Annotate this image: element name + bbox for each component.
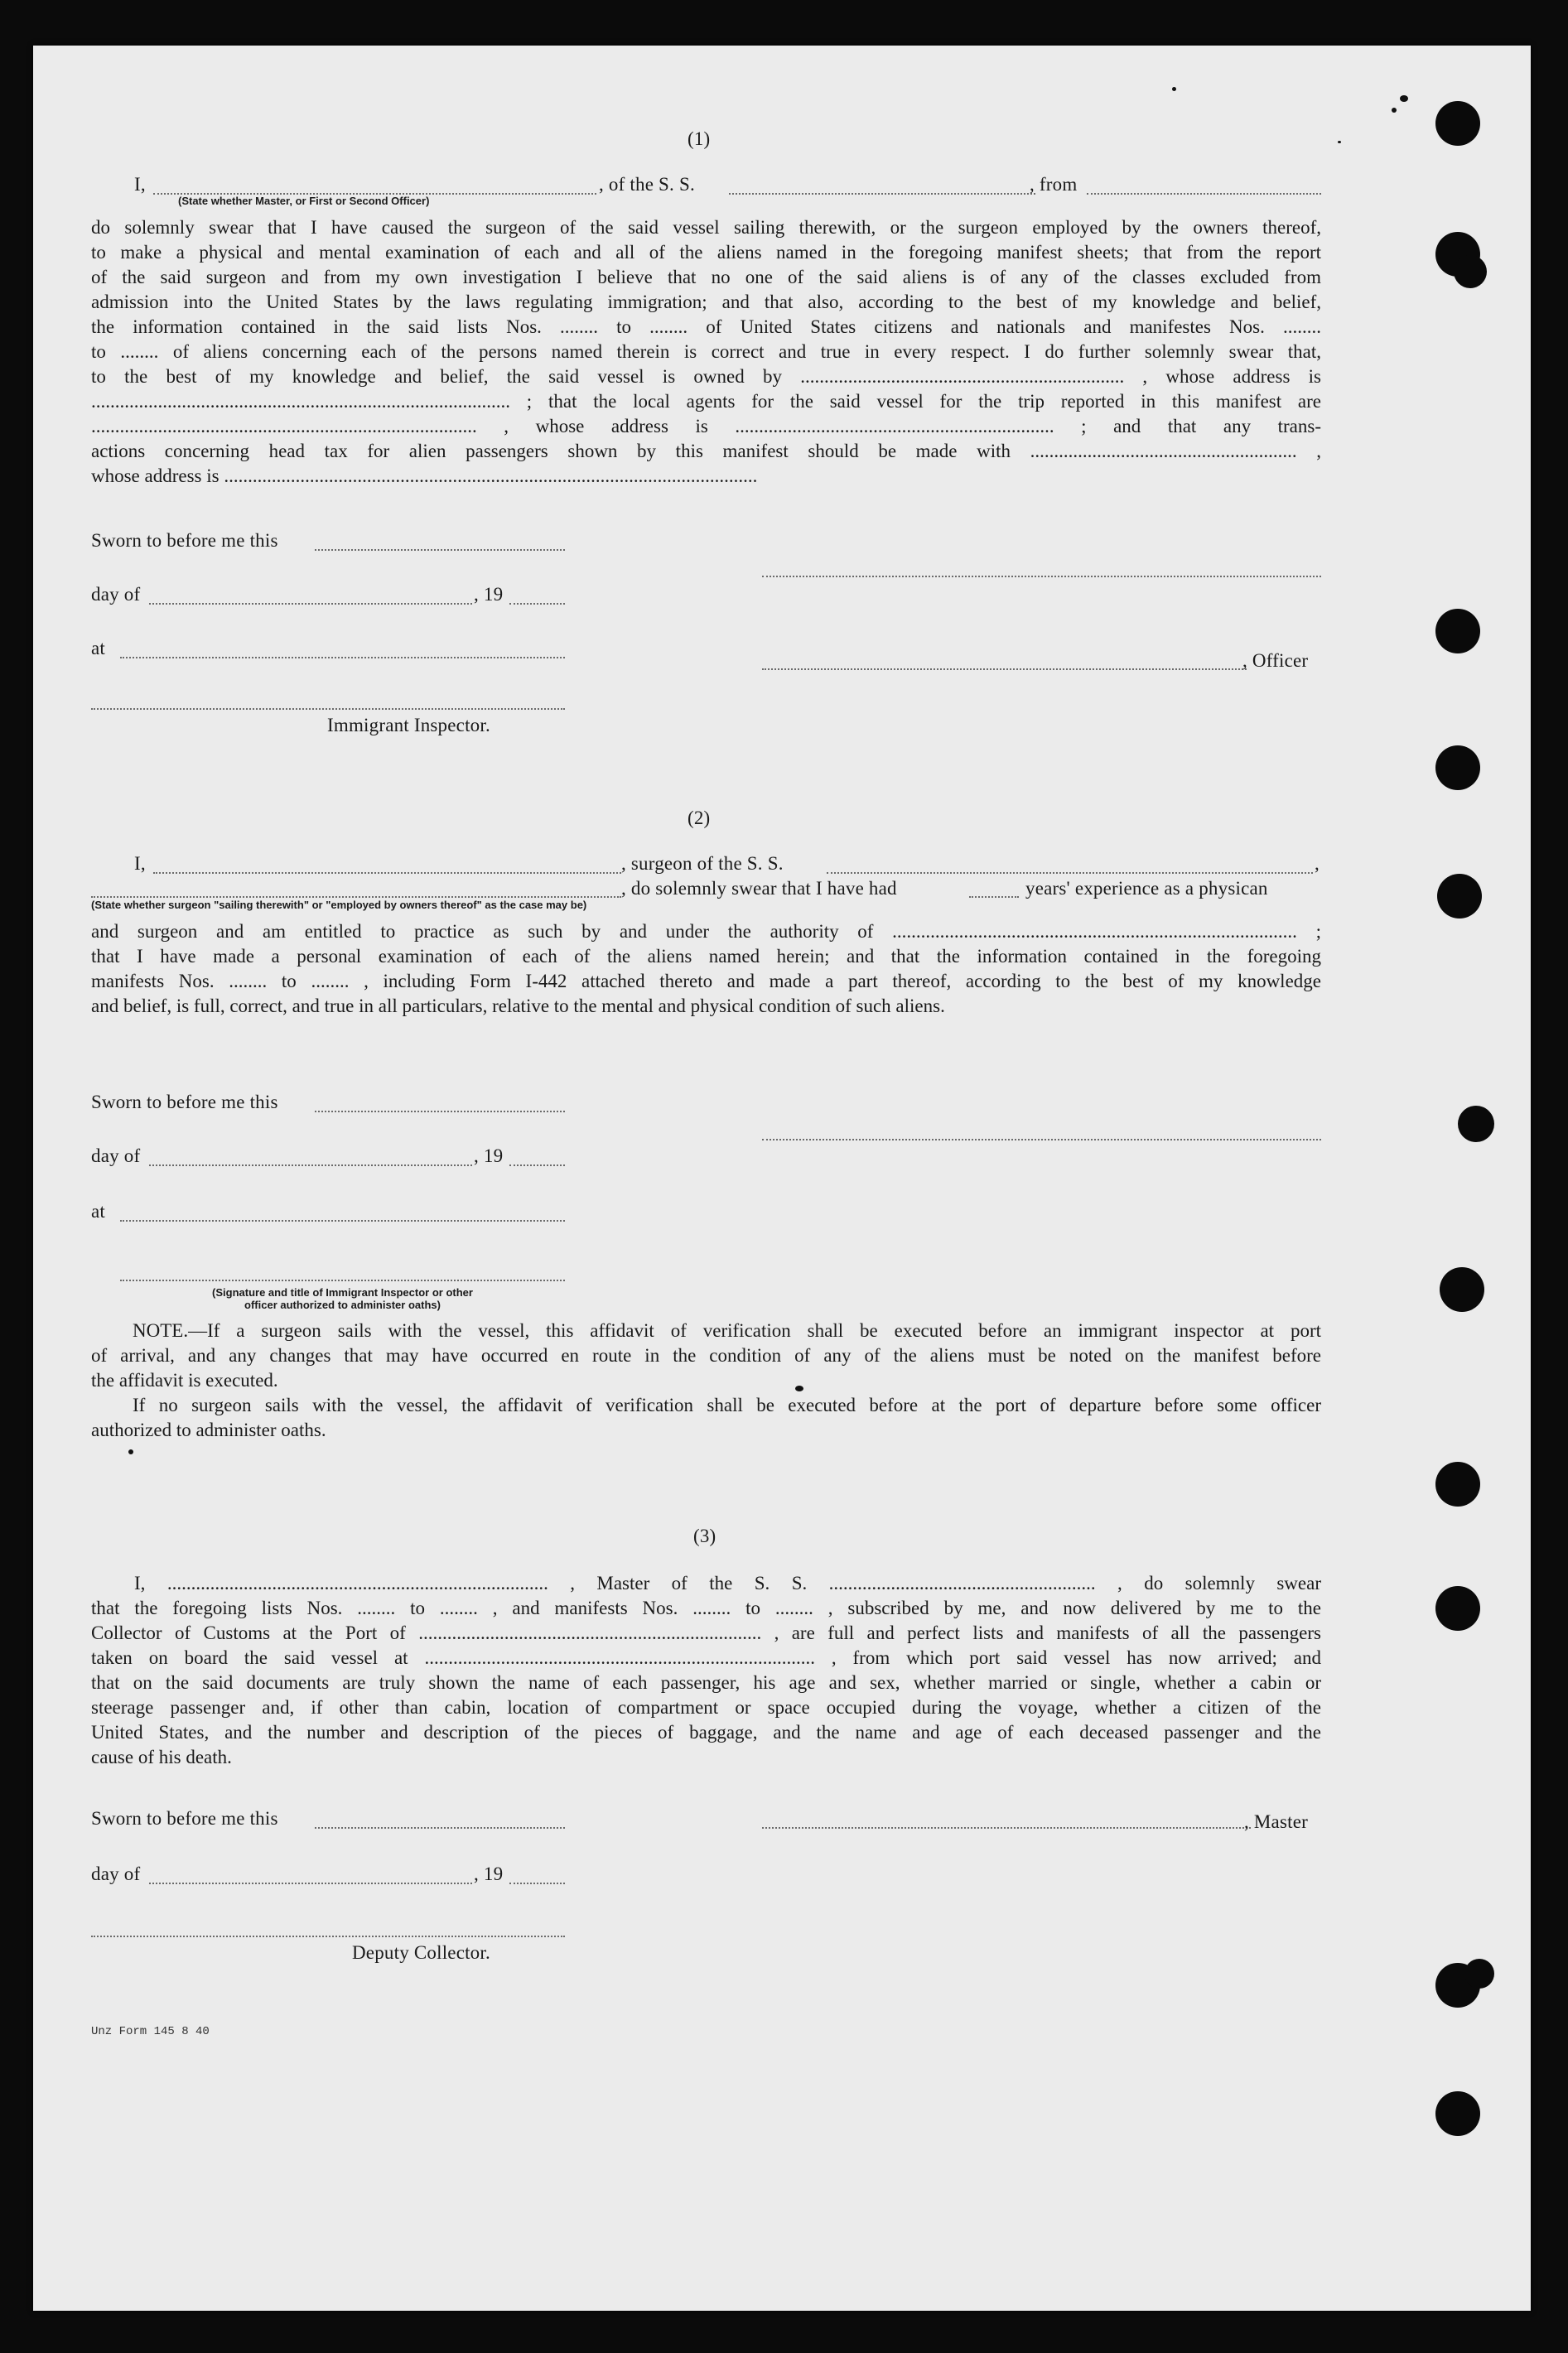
note-line: the affidavit is executed. <box>91 1370 278 1391</box>
surgeon-hint: (State whether surgeon "sailing therewith" or "employed by owners thereof" as the case may be) <box>91 899 587 911</box>
section-2-line: and belief, is full, correct, and true in all particulars, relative to the mental and physical condition of such aliens. <box>91 996 945 1016</box>
section-1-line: do solemnly swear that I have caused the surgeon of the said vessel sailing therewith, or the surgeon employed by the owners thereof, <box>91 217 1321 238</box>
section-1-line: whose address is ................................................................................................................ <box>91 465 758 486</box>
section-3-line: I, ................................................................................ , Master of the S. S. ........................................................ , do solemnly swear <box>134 1573 1321 1594</box>
ship-name-field-2[interactable] <box>827 872 1313 874</box>
section-1-line: to the best of my knowledge and belief, the said vessel is owned by .................................................................... , whose address is <box>91 366 1321 387</box>
section-3-line: Collector of Customs at the Port of ........................................................................ , are full and perfect lists and manifests of all the passengers <box>91 1623 1321 1643</box>
origin-port-field[interactable] <box>1087 193 1321 195</box>
surgeon-name-field[interactable] <box>153 872 621 874</box>
section-2-body <box>91 919 1321 1019</box>
at-field-1[interactable] <box>120 657 565 658</box>
ink-speck <box>1172 87 1176 91</box>
section-1-line: actions concerning head tax for alien passengers shown by this manifest should be made with ........................................................ , <box>91 441 1321 461</box>
officer-label: , Officer <box>1242 650 1309 671</box>
oath-2-comma: , <box>1315 853 1320 874</box>
ink-speck <box>1400 95 1408 102</box>
surgeon-signature-field[interactable] <box>762 1139 1321 1140</box>
note-line: authorized to administer oaths. <box>91 1420 326 1440</box>
inspector-signature-field-2[interactable] <box>120 1280 565 1281</box>
section-1-number: (1) <box>688 128 711 149</box>
oath-1-of-ss: , of the S. S. <box>599 174 695 195</box>
section-1-line: to ........ of aliens concerning each of the persons named therein is correct and true in every respect. I do further solemnly swear that, <box>91 341 1321 362</box>
punch-hole-7 <box>1458 1106 1494 1142</box>
collector-signature-field[interactable] <box>91 1936 565 1937</box>
year-field-1[interactable] <box>509 603 565 605</box>
section-1-line: of the said surgeon and from my own investigation I believe that no one of the said aliens is of any of the classes excluded from <box>91 267 1321 287</box>
signature-hint-2: officer authorized to administer oaths) <box>244 1299 441 1311</box>
section-3-line: United States, and the number and description of the pieces of baggage, and the name and age of each deceased passenger and the <box>91 1722 1321 1743</box>
note-line: If no surgeon sails with the vessel, the affidavit of verification shall be executed before at the port of departure before some officer <box>133 1395 1321 1415</box>
section-2-line: that I have made a personal examination of each of the aliens named herein; and that the information contained in the foregoing <box>91 946 1321 967</box>
section-1-line: ........................................................................................ ; that the local agents for the said vessel for the trip reported in this manifest are <box>91 391 1321 412</box>
ink-speck <box>128 1449 133 1454</box>
oath-1-from: , from <box>1030 174 1078 195</box>
year-label-3: , 19 <box>474 1864 504 1884</box>
section-3-line: steerage passenger and, if other than cabin, location of compartment or space occupied during the voyage, whether a citizen of the <box>91 1697 1321 1718</box>
day-of-label-3: day of <box>91 1864 141 1884</box>
at-label-1: at <box>91 638 105 658</box>
punch-hole-13 <box>1435 2091 1480 2136</box>
section-1-line: ................................................................................. , whose address is ................................................................... ; and that any trans- <box>91 416 1321 436</box>
section-1-body <box>91 215 1321 489</box>
note-line: NOTE.—If a surgeon sails with the vessel, this affidavit of verification shall be executed before an immigrant inspector at port <box>133 1320 1321 1341</box>
surgeon-type-field[interactable] <box>91 896 621 898</box>
years-experience-field[interactable] <box>969 896 1019 898</box>
section-1-line: to make a physical and mental examination of each and all of the aliens named in the foregoing manifest sheets; that from the report <box>91 242 1321 263</box>
section-3-line: that the foregoing lists Nos. ........ to ........ , and manifests Nos. ........ to ........ , subscribed by me, and now delivered by me to the <box>91 1598 1321 1618</box>
punch-hole-1 <box>1435 101 1480 146</box>
year-label-1: , 19 <box>474 584 504 605</box>
immigrant-inspector-label: Immigrant Inspector. <box>327 715 490 735</box>
master-label: , Master <box>1244 1811 1308 1832</box>
section-2-line: and surgeon and am entitled to practice as such by and under the authority of ..................................................................................... ; <box>91 921 1321 942</box>
deputy-collector-label: Deputy Collector. <box>352 1942 490 1963</box>
officer-hint: (State whether Master, or First or Second Officer) <box>178 195 430 207</box>
ink-speck <box>1392 108 1397 113</box>
punch-hole-10 <box>1435 1586 1480 1631</box>
punch-hole-9 <box>1435 1462 1480 1507</box>
officer-signature-field-1[interactable] <box>762 576 1321 577</box>
section-2-number: (2) <box>688 808 711 828</box>
manifest-page <box>33 46 1531 2311</box>
punch-hole-4 <box>1435 609 1480 653</box>
section-3-line: taken on board the said vessel at .................................................................................. , from which port said vessel has now arrived; and <box>91 1647 1321 1668</box>
punch-hole-5 <box>1435 745 1480 790</box>
section-3-body <box>91 1571 1321 1770</box>
day-of-field-2[interactable] <box>149 1164 472 1166</box>
sworn-label-1: Sworn to before me this <box>91 530 278 551</box>
oath-2-surgeon-of: , surgeon of the S. S. <box>621 853 784 874</box>
punch-hole-6 <box>1437 874 1482 919</box>
oath-1-i: I, <box>134 174 146 195</box>
sworn-date-field-3[interactable] <box>315 1827 565 1829</box>
section-1-line: admission into the United States by the laws regulating immigration; and that also, according to the best of my knowledge and belief, <box>91 292 1321 312</box>
section-3-line: cause of his death. <box>91 1747 232 1767</box>
section-3-number: (3) <box>693 1526 716 1546</box>
officer-field[interactable] <box>762 668 1247 670</box>
section-3-line: that on the said documents are truly shown the name of each passenger, his age and sex, whether married or single, whether a cabin or <box>91 1672 1321 1693</box>
form-id: Unz Form 145 8 40 <box>91 2025 210 2038</box>
year-field-3[interactable] <box>509 1883 565 1884</box>
ship-name-field-1[interactable] <box>729 193 1035 195</box>
day-of-label-1: day of <box>91 584 141 605</box>
oath-2-i: I, <box>134 853 146 874</box>
day-of-field-1[interactable] <box>149 603 472 605</box>
punch-hole-12 <box>1464 1959 1494 1989</box>
oath-2-swear: , do solemnly swear that I have had <box>621 878 897 899</box>
day-of-field-3[interactable] <box>149 1883 472 1884</box>
punch-hole-8 <box>1440 1267 1484 1312</box>
at-field-2[interactable] <box>120 1220 565 1222</box>
master-signature-field[interactable] <box>762 1827 1251 1829</box>
day-of-label-2: day of <box>91 1145 141 1166</box>
signature-hint-1: (Signature and title of Immigrant Inspector or other <box>212 1286 473 1299</box>
at-label-2: at <box>91 1201 105 1222</box>
year-label-2: , 19 <box>474 1145 504 1166</box>
oath-2-years: years' experience as a physican <box>1025 878 1268 899</box>
sworn-date-field-1[interactable] <box>315 549 565 551</box>
section-1-line: the information contained in the said lists Nos. ........ to ........ of United States citizens and nationals and manifestes Nos. ........ <box>91 316 1321 337</box>
ink-speck <box>1338 141 1341 143</box>
sworn-label-2: Sworn to before me this <box>91 1092 278 1112</box>
section-2-line: manifests Nos. ........ to ........ , including Form I-442 attached thereto and made a part thereof, according to the best of my knowledge <box>91 971 1321 991</box>
punch-hole-3 <box>1454 255 1487 288</box>
year-field-2[interactable] <box>509 1164 565 1166</box>
inspector-signature-field-1[interactable] <box>91 708 565 710</box>
note-line: of arrival, and any changes that may have occurred en route in the condition of any of the aliens must be noted on the manifest before <box>91 1345 1321 1366</box>
section-2-note <box>91 1319 1321 1443</box>
sworn-date-field-2[interactable] <box>315 1111 565 1112</box>
sworn-label-3: Sworn to before me this <box>91 1808 278 1829</box>
